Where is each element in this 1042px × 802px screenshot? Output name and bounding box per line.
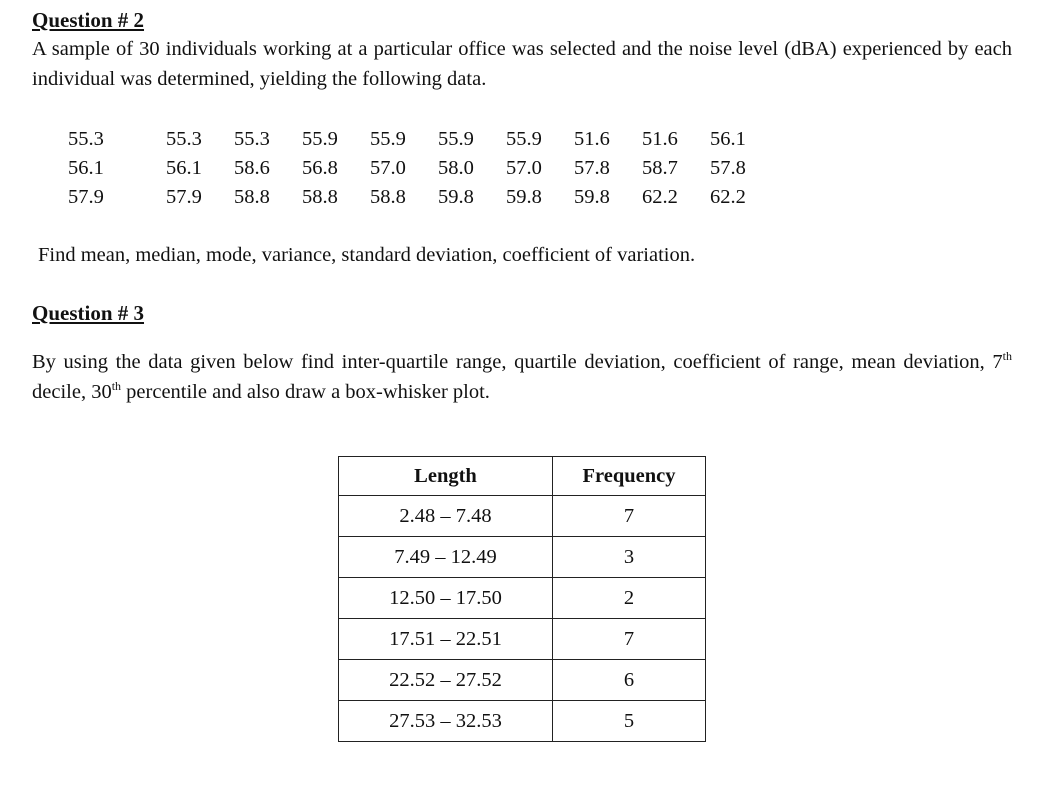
header-frequency: Frequency [553,457,706,496]
data-value: 57.0 [506,157,542,179]
table-row [339,619,706,660]
noise-data-grid [68,125,770,212]
frequency-cell: 7 [553,496,706,537]
data-value: 56.1 [710,128,746,150]
data-value: 55.9 [506,128,542,150]
length-cell: 17.51 – 22.51 [339,619,553,660]
table-row [339,496,706,537]
data-value: 58.8 [370,186,406,208]
data-value: 55.9 [438,128,474,150]
frequency-cell: 7 [553,619,706,660]
frequency-cell: 5 [553,701,706,742]
frequency-cell: 3 [553,537,706,578]
data-value: 57.9 [166,186,202,208]
data-value: 59.8 [438,186,474,208]
data-value: 55.9 [370,128,406,150]
data-row [68,125,770,154]
table-row [339,701,706,742]
question-3-text-part3: percentile and also draw a box-whisker plot. [121,381,490,403]
data-value: 51.6 [574,128,610,150]
length-cell: 27.53 – 32.53 [339,701,553,742]
question-3-text [32,347,1012,407]
data-value: 55.9 [302,128,338,150]
length-cell: 22.52 – 27.52 [339,660,553,701]
table-row [339,537,706,578]
question-2-heading: Question # 2 [32,8,145,32]
data-value: 62.2 [642,186,678,208]
data-value: 57.8 [710,157,746,179]
data-value: 62.2 [710,186,746,208]
data-value: 58.0 [438,157,474,179]
data-row [68,183,770,212]
data-value: 57.9 [68,186,104,208]
superscript-th-2: th [111,379,122,394]
data-value: 58.7 [642,157,678,179]
data-value: 59.8 [506,186,542,208]
data-value: 57.8 [574,157,610,179]
frequency-table-header-row [339,457,706,496]
length-cell: 2.48 – 7.48 [339,496,553,537]
data-value: 59.8 [574,186,610,208]
frequency-cell: 2 [553,578,706,619]
data-value: 56.8 [302,157,338,179]
superscript-th-1: th [1002,349,1012,364]
question-2-task: Find mean, median, mode, variance, standard deviation, coefficient of variation. [38,244,696,266]
data-value: 56.1 [166,157,202,179]
data-row [68,154,770,183]
question-2-intro: A sample of 30 individuals working at a particular office was selected and the noise level (dBA) experienced by each individual was determined, yielding the following data. [32,38,1012,90]
data-value: 55.3 [234,128,270,150]
data-value: 55.3 [166,128,202,150]
frequency-cell: 6 [553,660,706,701]
header-length: Length [339,457,553,496]
frequency-table [338,456,706,742]
data-value: 58.6 [234,157,270,179]
data-value: 58.8 [234,186,270,208]
table-row [339,660,706,701]
question-3-heading: Question # 3 [32,301,145,325]
data-value: 56.1 [68,157,104,179]
question-3-text-part2: decile, 30 [32,381,112,403]
length-cell: 7.49 – 12.49 [339,537,553,578]
data-value: 57.0 [370,157,406,179]
table-row [339,578,706,619]
data-value: 55.3 [68,128,104,150]
question-3-text-part1: By using the data given below find inter-quartile range, quartile deviation, coefficient of range, mean deviation, 7 [32,351,1003,373]
data-value: 58.8 [302,186,338,208]
length-cell: 12.50 – 17.50 [339,578,553,619]
data-value: 51.6 [642,128,678,150]
